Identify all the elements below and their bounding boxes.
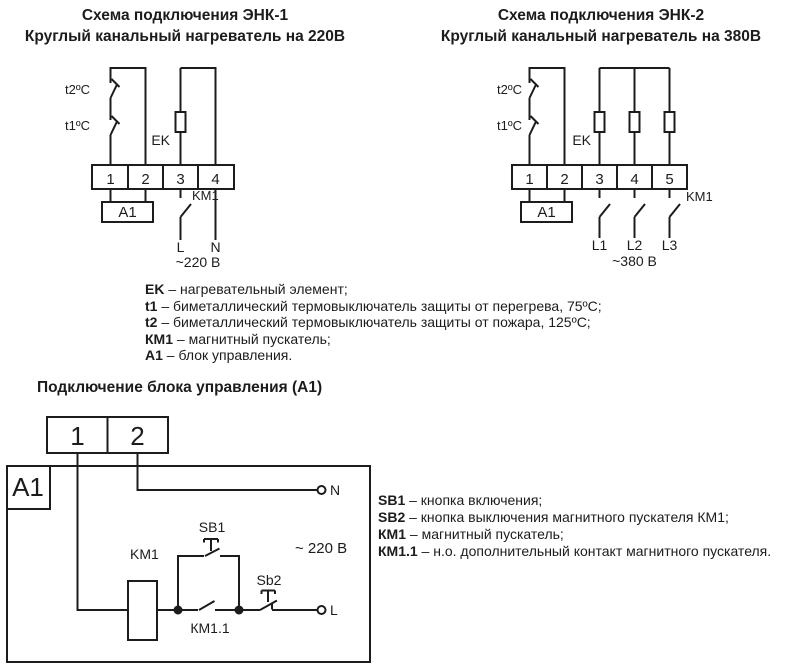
- legend-text: – магнитный пускатель;: [173, 330, 331, 347]
- terminal-l-circle: [318, 606, 326, 614]
- enk2-control-branch: [521, 189, 572, 222]
- km1-1-label: КМ1.1: [190, 620, 230, 636]
- heater-element: [176, 112, 186, 132]
- km1-contact: [181, 204, 192, 217]
- legend-key: А1: [145, 347, 163, 364]
- heater-element: [665, 112, 675, 132]
- legend-item: [378, 509, 771, 526]
- enk2-supply-branch: [592, 189, 713, 269]
- enk1-supply-branch: [176, 188, 221, 270]
- diagram-a1-block: [5, 412, 375, 665]
- diagram-enk1: [50, 60, 290, 270]
- heater-element: [630, 112, 640, 132]
- phase-l2-label: L2: [626, 237, 643, 253]
- thermal-switch-t1: [111, 116, 120, 135]
- enk1-control-branch: [102, 189, 153, 222]
- phase-l3-label: L3: [661, 237, 678, 253]
- a1-label: A1: [118, 204, 137, 221]
- terminal-2: 2: [141, 171, 150, 188]
- title-enk2: [420, 5, 782, 47]
- legend-text: – биметаллический термовыключатель защиты от пожара, 125ºС;: [157, 314, 591, 331]
- legend-text: – биметаллический термовыключатель защиты от перегрева, 75ºС;: [157, 297, 602, 314]
- legend-item: [145, 347, 602, 364]
- t1-label: t1ºC: [497, 118, 522, 133]
- a1-enclosure: [7, 466, 370, 662]
- junction-dot: [174, 606, 183, 615]
- legend-main: [145, 281, 602, 364]
- a1-label: A1: [12, 472, 44, 502]
- legend-text: – н.о. дополнительный контакт магнитного пускателя.: [417, 543, 772, 559]
- a1-wiring: [78, 453, 326, 640]
- thermal-switch-t1: [530, 116, 539, 135]
- terminal-n-circle: [318, 486, 326, 494]
- sb2-button: [260, 591, 277, 611]
- sb2-label: Sb2: [256, 572, 282, 588]
- km1-contacts: [600, 204, 681, 217]
- thermal-switch-t2: [530, 79, 539, 98]
- legend-item: [145, 298, 602, 315]
- legend-item: [378, 492, 771, 509]
- enk2-heater-loop: [572, 68, 674, 165]
- legend-text: – магнитный пускатель;: [406, 526, 564, 542]
- legend-text: – нагревательный элемент;: [164, 281, 348, 297]
- terminal-4: 4: [211, 171, 220, 188]
- wire: [78, 453, 318, 610]
- terminal-1: 1: [525, 171, 534, 188]
- thermal-switch-t2: [111, 79, 120, 98]
- km1-label: KM1: [130, 546, 159, 562]
- voltage-label: ~220 В: [175, 254, 221, 270]
- legend-a1: [378, 492, 771, 560]
- terminal-3: 3: [176, 171, 185, 188]
- legend-item: [145, 331, 602, 348]
- enk1-terminal-block: [92, 165, 234, 189]
- km1-label: KM1: [686, 189, 713, 204]
- neutral-n-label: N: [210, 239, 221, 255]
- legend-key: t2: [145, 314, 158, 331]
- enk2-terminal-block: [512, 165, 687, 189]
- a1-terminal-block: [47, 417, 168, 453]
- legend-item: [378, 543, 771, 560]
- junction-dot: [235, 606, 244, 615]
- km1-1-contact: [199, 601, 215, 610]
- t1-label: t1ºC: [65, 118, 90, 133]
- legend-text: – кнопка включения;: [405, 492, 543, 508]
- a1-enclosure-box: [7, 466, 370, 662]
- t2-label: t2ºC: [497, 82, 522, 97]
- terminal-1: 1: [70, 421, 85, 451]
- km1-label: KM1: [192, 188, 219, 203]
- wire: [600, 189, 670, 238]
- title-enk1-line1: Схема подключения ЭНК-1: [81, 7, 289, 24]
- legend-key: SB2: [378, 509, 406, 525]
- legend-text: – блок управления.: [162, 347, 293, 364]
- sb1-label: SB1: [198, 519, 226, 535]
- title-enk1: [10, 5, 360, 47]
- a1-label: A1: [537, 204, 556, 221]
- legend-key: КМ1: [145, 330, 173, 347]
- enk2-thermal-loop: [497, 68, 564, 165]
- km1-coil: [128, 581, 157, 640]
- legend-key: SB1: [378, 492, 406, 508]
- legend-key: EK: [145, 281, 165, 297]
- terminal-1: 1: [106, 171, 115, 188]
- terminal-4: 4: [630, 171, 639, 188]
- legend-item: [145, 281, 602, 298]
- t2-label: t2ºC: [65, 82, 90, 97]
- legend-key: КМ1: [378, 526, 406, 542]
- wire: [530, 189, 565, 202]
- terminal-2: 2: [560, 171, 569, 188]
- legend-key: t1: [145, 297, 158, 314]
- enk1-heater-loop: [151, 68, 215, 165]
- legend-item: [378, 526, 771, 543]
- sb1-button: [204, 539, 220, 556]
- heater-element: [595, 112, 605, 132]
- title-enk2-line2: Круглый канальный нагреватель на 380В: [440, 28, 762, 45]
- voltage-label: ~ 220 В: [295, 540, 348, 557]
- legend-key: КМ1.1: [378, 543, 418, 559]
- voltage-label: ~380 В: [612, 253, 657, 269]
- diagram-enk2: [490, 60, 720, 270]
- wire: [111, 189, 146, 202]
- ek-label: EK: [572, 132, 591, 148]
- legend-text: – кнопка выключения магнитного пускателя КМ1;: [405, 509, 729, 525]
- neutral-n-label: N: [330, 482, 341, 498]
- terminal-2: 2: [130, 421, 145, 451]
- phase-l1-label: L1: [591, 237, 608, 253]
- enk1-thermal-loop: [65, 68, 145, 165]
- ek-label: EK: [151, 132, 170, 148]
- terminal-3: 3: [595, 171, 604, 188]
- phase-l-label: L: [330, 602, 338, 618]
- terminal-5: 5: [665, 171, 674, 188]
- title-enk2-line1: Схема подключения ЭНК-2: [497, 7, 705, 24]
- legend-item: [145, 314, 602, 331]
- section-heading: Подключение блока управления (А1): [37, 379, 323, 396]
- title-enk1-line2: Круглый канальный нагреватель на 220В: [24, 28, 346, 45]
- phase-l-label: L: [176, 239, 185, 255]
